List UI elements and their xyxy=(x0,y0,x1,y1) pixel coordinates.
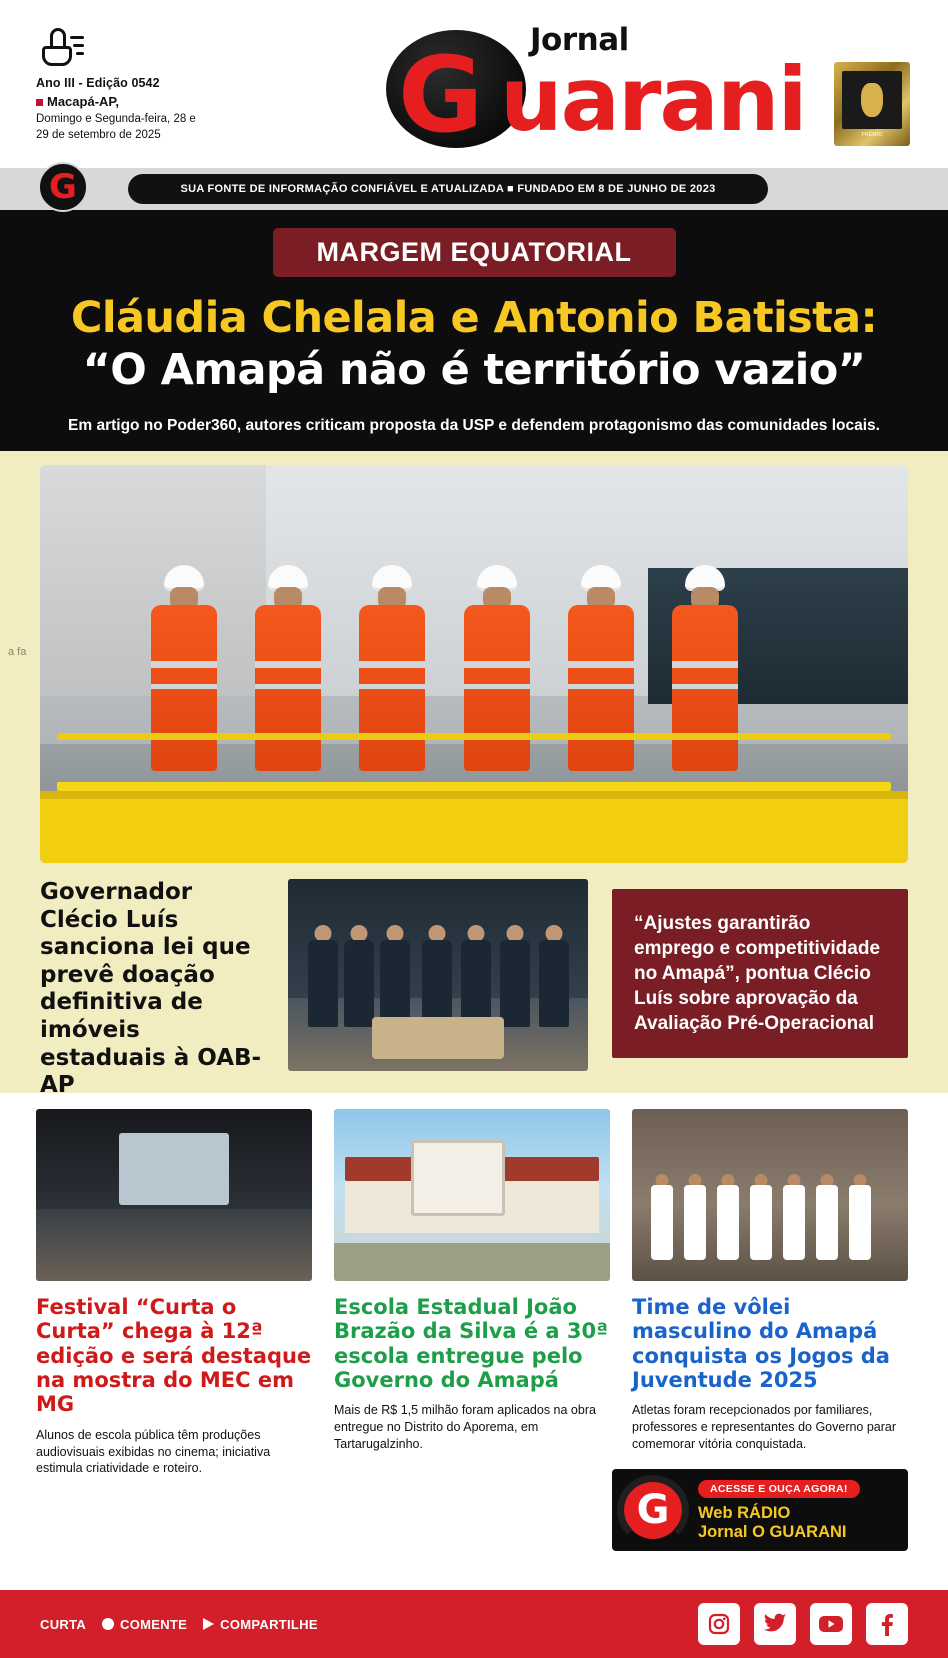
radio-title-line2: Jornal O GUARANI xyxy=(698,1522,847,1541)
logo-jornal-text: Jornal xyxy=(530,22,629,58)
award-badge xyxy=(834,62,910,146)
twitter-icon[interactable] xyxy=(754,1603,796,1645)
story-1-photo xyxy=(36,1109,312,1281)
share-icon xyxy=(203,1618,214,1630)
story-3-photo xyxy=(632,1109,908,1281)
edition-date: Domingo e Segunda-feira, 28 e 29 de setembro de 2025 xyxy=(36,113,196,141)
main-photo-workers xyxy=(40,465,908,863)
photo-credit: a fa xyxy=(8,646,27,658)
story-2-title[interactable]: Escola Estadual João Brazão da Silva é a 30ª escola entregue pelo Governo do Amapá xyxy=(334,1295,608,1393)
social-links xyxy=(698,1603,908,1645)
tagline-text: SUA FONTE DE INFORMAÇÃO CONFIÁVEL E ATUALIZADA ■ FUNDADO EM 8 DE JUNHO DE 2023 xyxy=(128,174,768,204)
youtube-icon[interactable] xyxy=(810,1603,852,1645)
instagram-icon[interactable] xyxy=(698,1603,740,1645)
curta-label: CURTA xyxy=(40,1616,87,1632)
story-1-title[interactable]: Festival “Curta o Curta” chega à 12ª edição e será destaque na mostra do MEC em MG xyxy=(36,1295,312,1417)
masthead xyxy=(0,0,948,168)
g-logo-badge: G xyxy=(38,162,88,212)
hero-kicker: MARGEM EQUATORIAL xyxy=(273,228,676,277)
compartilhe-action[interactable] xyxy=(203,1617,318,1632)
edition-city xyxy=(36,94,200,109)
story-3-desc: Atletas foram recepcionados por familiares, professores e representantes do Governo parar comemorar vitória conquistada. xyxy=(632,1403,897,1451)
footer-actions xyxy=(40,1617,318,1632)
radio-logo-letter: G xyxy=(636,1487,670,1533)
hero-section xyxy=(0,210,948,405)
heart-icon xyxy=(102,1618,114,1630)
logo[interactable] xyxy=(200,0,948,168)
logo-letters-uarani: uarani xyxy=(500,48,806,151)
hero-headline-line2: “O Amapá não é território vazio” xyxy=(82,345,866,395)
logo-letter-g: G xyxy=(398,34,484,156)
story-2-photo xyxy=(334,1109,610,1281)
award-caption: PRÊMIO xyxy=(861,131,883,138)
hero-headline-line1: Cláudia Chelala e Antonio Batista: xyxy=(70,293,878,343)
curta-action[interactable] xyxy=(40,1617,86,1632)
story-card-2[interactable] xyxy=(334,1109,610,1477)
comente-label: COMENTE xyxy=(120,1616,188,1632)
story-2-desc: Mais de R$ 1,5 milhão foram aplicados na obra entregue no Distrito do Aporema, em Tartarugalzinho. xyxy=(334,1403,596,1451)
web-radio-banner[interactable] xyxy=(612,1469,908,1551)
footer-bar xyxy=(0,1590,948,1658)
comente-action[interactable] xyxy=(102,1617,187,1632)
tagline-bar xyxy=(0,168,948,210)
radio-logo-icon xyxy=(624,1481,682,1539)
signing-photo xyxy=(288,879,588,1071)
compartilhe-label: COMPARTILHE xyxy=(220,1616,318,1632)
radio-cta-badge[interactable]: ACESSE E OUÇA AGORA! xyxy=(698,1480,860,1498)
story-card-1[interactable] xyxy=(36,1109,312,1477)
sanciona-headline: Governador Clécio Luís sanciona lei que prevê doação definitiva de imóveis estaduais à OAB-AP xyxy=(40,879,262,1099)
story-3-title[interactable]: Time de vôlei masculino do Amapá conquista os Jogos da Juventude 2025 xyxy=(632,1295,890,1393)
bottom-stories xyxy=(0,1093,948,1485)
hero-subhead: Em artigo no Poder360, autores criticam proposta da USP e defendem protagonismo das comunidades locais. xyxy=(0,405,948,451)
radio-title-line1: Web RÁDIO xyxy=(698,1503,791,1522)
story-card-3[interactable] xyxy=(632,1109,908,1477)
edition-block xyxy=(0,0,200,143)
facebook-icon[interactable] xyxy=(866,1603,908,1645)
edition-number: Ano III - Edição 0542 xyxy=(36,76,160,90)
hand-tap-icon xyxy=(36,28,82,68)
city-label: Macapá-AP, xyxy=(47,94,120,109)
story-1-desc: Alunos de escola pública têm produções audiovisuais exibidas no cinema; iniciativa estimula criatividade e roteiro. xyxy=(36,1427,271,1476)
quote-box: “Ajustes garantirão emprego e competitividade no Amapá”, pontua Clécio Luís sobre aprovação da Avaliação Pré-Operacional xyxy=(612,889,908,1058)
